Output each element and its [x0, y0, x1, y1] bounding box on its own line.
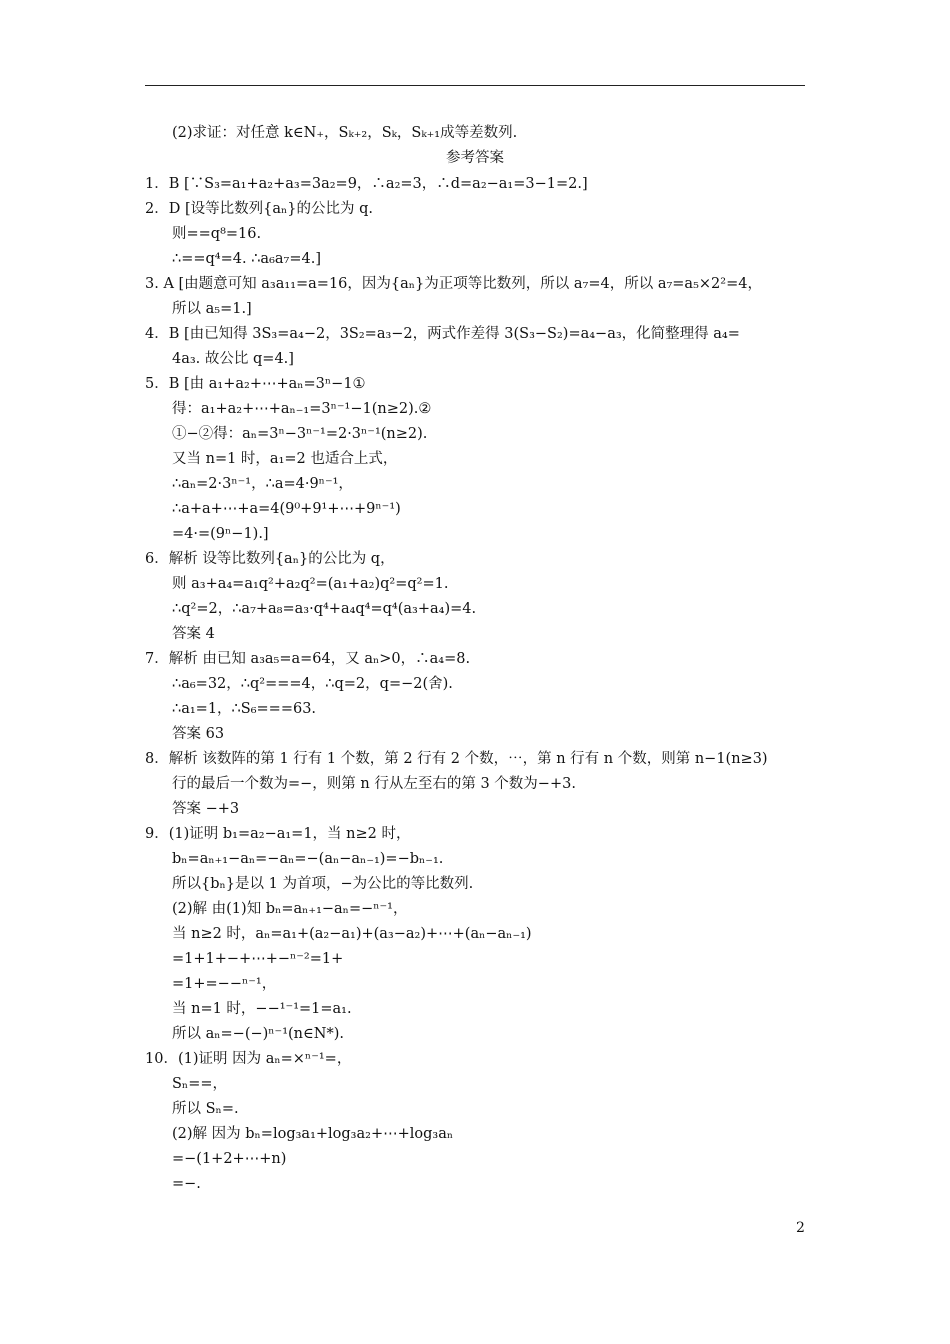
- text-line: ∴==q⁴=4. ∴a₆a₇=4.]: [172, 251, 321, 267]
- text-line: 行的最后一个数为=−，则第 n 行从左至右的第 3 个数为−+3.: [172, 776, 576, 792]
- answer-10: 10．(1)证明 因为 aₙ=×ⁿ⁻¹=，: [145, 1051, 352, 1067]
- text-line: 所以 a₅=1.]: [172, 301, 252, 317]
- text-line: 所以{bₙ}是以 1 为首项，−为公比的等比数列.: [172, 876, 474, 892]
- text-line: 答案 63: [172, 726, 225, 742]
- answer-9: 9．(1)证明 b₁=a₂−a₁=1，当 n≥2 时，: [145, 826, 411, 842]
- answer-2: 2．D [设等比数列{aₙ}的公比为 q.: [145, 201, 373, 217]
- text-line: (2)解 由(1)知 bₙ=aₙ₊₁−aₙ=−ⁿ⁻¹，: [172, 901, 408, 917]
- text-line: 答案 4: [172, 626, 215, 642]
- text-line: 又当 n=1 时，a₁=2 也适合上式，: [172, 451, 398, 467]
- text-line: ∴q²=2，∴a₇+a₈=a₃·q⁴+a₄q⁴=q⁴(a₃+a₄)=4.: [172, 601, 477, 617]
- page-number: 2: [796, 1220, 805, 1236]
- text-line: bₙ=aₙ₊₁−aₙ=−aₙ=−(aₙ−aₙ₋₁)=−bₙ₋₁.: [172, 851, 444, 867]
- text-line: (2)求证：对任意 k∈N₊，Sₖ₊₂，Sₖ，Sₖ₊₁成等差数列.: [172, 125, 518, 141]
- text-line: ∴a+a+⋯+a=4(9⁰+9¹+⋯+9ⁿ⁻¹): [172, 501, 401, 517]
- text-line: =1+1+−+⋯+−ⁿ⁻²=1+: [172, 951, 344, 967]
- section-title: 参考答案: [446, 150, 504, 166]
- text-line: Sₙ==，: [172, 1076, 228, 1092]
- answer-3: 3. A [由题意可知 a₃a₁₁=a=16，因为{aₙ}为正项等比数列，所以 a₇=4，所以 a₇=a₅×2²=4，: [145, 276, 762, 292]
- answer-8: 8．解析 该数阵的第 1 行有 1 个数，第 2 行有 2 个数，⋯，第 n 行有 n 个数，则第 n−1(n≥3): [145, 751, 768, 767]
- text-line: =−(1+2+⋯+n): [172, 1151, 287, 1167]
- text-line: (2)解 因为 bₙ=log₃a₁+log₃a₂+⋯+log₃aₙ: [172, 1126, 454, 1142]
- text-line: 所以 aₙ=−(−)ⁿ⁻¹(n∈N*).: [172, 1026, 344, 1042]
- text-line: 所以 Sₙ=.: [172, 1101, 239, 1117]
- text-line: ①−②得：aₙ=3ⁿ−3ⁿ⁻¹=2·3ⁿ⁻¹(n≥2).: [172, 426, 428, 442]
- answer-7: 7．解析 由已知 a₃a₅=a=64，又 aₙ>0，∴a₄=8.: [145, 651, 471, 667]
- text-line: 则 a₃+a₄=a₁q²+a₂q²=(a₁+a₂)q²=q²=1.: [172, 576, 449, 592]
- answer-4: 4．B [由已知得 3S₃=a₄−2，3S₂=a₃−2，两式作差得 3(S₃−S₂)=a₄−a₃，化简整理得 a₄=: [145, 326, 740, 342]
- text-line: 得：a₁+a₂+⋯+aₙ₋₁=3ⁿ⁻¹−1(n≥2).②: [172, 401, 432, 417]
- text-line: 答案 −+3: [172, 801, 240, 817]
- text-line: =4·=(9ⁿ−1).]: [172, 526, 269, 542]
- text-line: ∴a₁=1，∴S₆===63.: [172, 701, 317, 717]
- answer-1: 1．B [∵S₃=a₁+a₂+a₃=3a₂=9，∴a₂=3，∴d=a₂−a₁=3−1=2.]: [145, 176, 588, 192]
- text-line: ∴a₆=32，∴q²===4，∴q=2，q=−2(舍).: [172, 676, 453, 692]
- text-line: 当 n≥2 时，aₙ=a₁+(a₂−a₁)+(a₃−a₂)+⋯+(aₙ−aₙ₋₁): [172, 926, 532, 942]
- text-line: =−.: [172, 1176, 201, 1192]
- text-line: =1+=−−ⁿ⁻¹，: [172, 976, 277, 992]
- text-line: 4a₃. 故公比 q=4.]: [172, 351, 294, 367]
- text-line: ∴aₙ=2·3ⁿ⁻¹，∴a=4·9ⁿ⁻¹，: [172, 476, 353, 492]
- answer-5: 5．B [由 a₁+a₂+⋯+aₙ=3ⁿ−1①: [145, 376, 366, 392]
- text-line: 当 n=1 时，−−¹⁻¹=1=a₁.: [172, 1001, 352, 1017]
- answer-6: 6．解析 设等比数列{aₙ}的公比为 q，: [145, 551, 395, 567]
- header-rule: [145, 85, 805, 86]
- text-line: 则==q⁸=16.: [172, 226, 262, 242]
